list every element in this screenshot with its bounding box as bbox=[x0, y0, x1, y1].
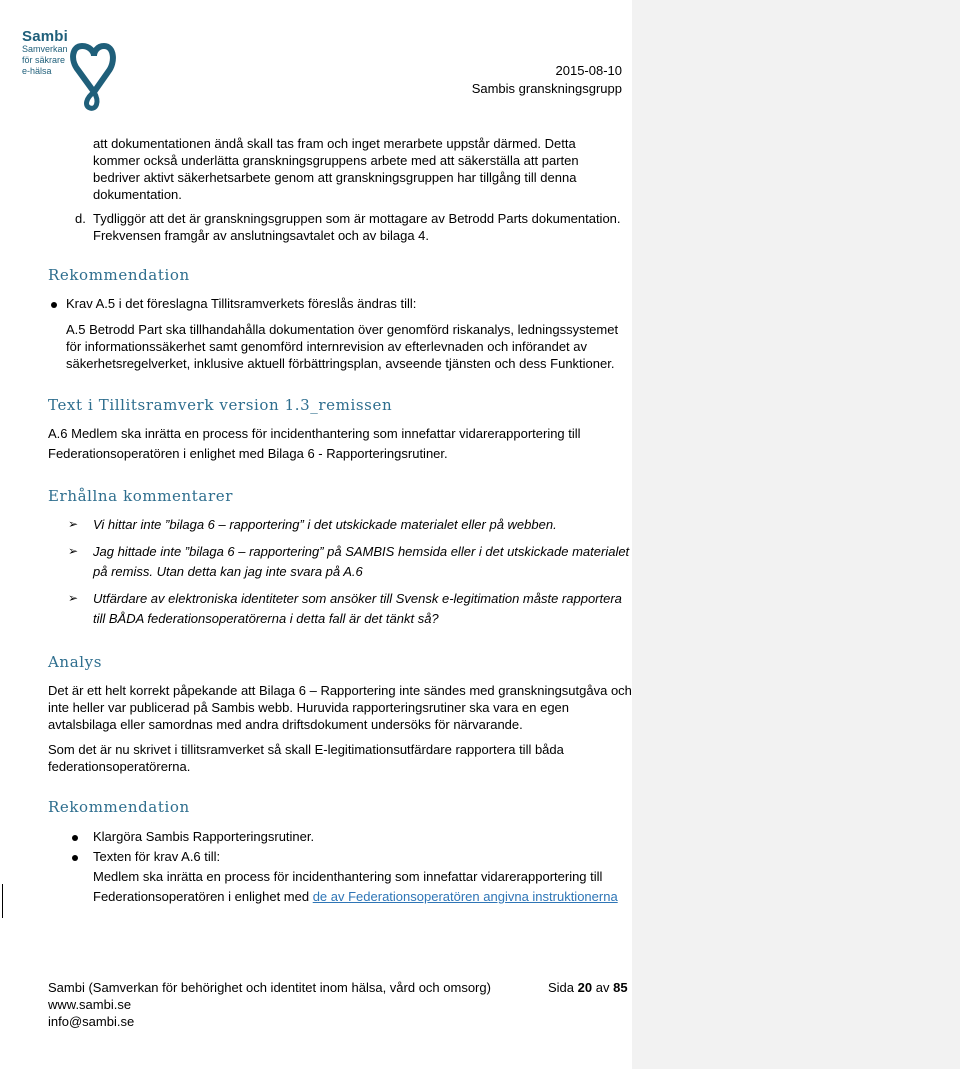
analys-p1-line: Det är ett helt korrekt påpekande att Bilaga 6 – Rapportering inte sändes med granskningsutgåva och bbox=[48, 683, 632, 698]
viewer-gutter bbox=[632, 0, 960, 1069]
page-total: 85 bbox=[613, 980, 628, 995]
page-header bbox=[472, 62, 622, 98]
rec1-body-line: för informationssäkerhet samt genomförd internrevision av efterlevnaden och införandet av bbox=[66, 339, 588, 354]
change-bar bbox=[2, 884, 3, 918]
arrow-bullet-icon: ➢ bbox=[68, 591, 79, 605]
text-section-line: A.6 Medlem ska inrätta en process för incidenthantering som innefattar vidarerapportering till bbox=[48, 426, 581, 441]
analys-p2-line: Som det är nu skrivet i tillitsramverket så skall E-legitimationsutfärdare rapportera till båda bbox=[48, 742, 564, 757]
comment-line: Utfärdare av elektroniska identiteter som ansöker till Svensk e-legitimation måste rapportera bbox=[93, 591, 622, 606]
comment-line: Vi hittar inte ”bilaga 6 – rapportering” i det utskickade materialet eller på webben. bbox=[93, 517, 557, 532]
page-label: Sida bbox=[548, 980, 575, 995]
section-heading-comments: Erhållna kommentarer bbox=[48, 487, 233, 505]
logo-line-1: Samverkan bbox=[22, 44, 68, 54]
section-heading-rekommendation: Rekommendation bbox=[48, 266, 190, 284]
page-number bbox=[548, 979, 628, 996]
rec2-line: Medlem ska inrätta en process för incidenthantering som innefattar vidarerapportering till bbox=[93, 869, 603, 884]
rec1-body-line: säkerhetsregelverket, inklusive aktuell förbättringsplan, avseende tjänsten och dess Funktioner. bbox=[66, 356, 615, 371]
item-d-line: Frekvensen framgår av anslutningsavtalet och av bilaga 4. bbox=[93, 228, 430, 243]
heart-logo-icon bbox=[70, 40, 118, 112]
bullet-icon bbox=[72, 835, 78, 841]
intro-line: bedriver aktivt säkerhetsarbete genom att granskningsgruppen har tillgång till denna bbox=[93, 170, 577, 185]
analys-p1-line: avtalsbilaga eller samordnas med andra driftsdokument undersöks för närvarande. bbox=[48, 717, 523, 732]
bullet-icon bbox=[51, 302, 57, 308]
logo-name: Sambi bbox=[22, 28, 69, 45]
intro-line: dokumentation. bbox=[93, 187, 182, 202]
sambi-logo bbox=[22, 28, 122, 114]
section-heading-analys: Analys bbox=[48, 653, 103, 671]
header-group: Sambis granskningsgrupp bbox=[471, 81, 622, 96]
page-current: 20 bbox=[577, 980, 593, 995]
footer-web-link[interactable]: www.sambi.se bbox=[48, 997, 132, 1012]
instructions-link[interactable]: de av Federationsoperatören angivna instruktionerna bbox=[312, 889, 618, 904]
item-d-line: Tydliggör att det är granskningsgruppen som är mottagare av Betrodd Parts dokumentation. bbox=[93, 211, 621, 226]
logo-line-2: för säkrare bbox=[22, 55, 66, 65]
text-section-line: Federationsoperatören i enlighet med Bilaga 6 - Rapporteringsrutiner. bbox=[48, 446, 448, 461]
comment-line: på remiss. Utan detta kan jag inte svara på A.6 bbox=[93, 564, 363, 579]
rec2-line-2-text: Federationsoperatören i enlighet med bbox=[93, 889, 313, 904]
footer-org: Sambi (Samverkan för behörighet och identitet inom hälsa, vård och omsorg) bbox=[48, 980, 491, 995]
rec2-line-2 bbox=[93, 888, 618, 906]
footer-email-link[interactable]: info@sambi.se bbox=[48, 1014, 135, 1029]
intro-line: att dokumentationen ändå skall tas fram och inget merarbete uppstår därmed. Detta bbox=[93, 136, 576, 151]
arrow-bullet-icon: ➢ bbox=[68, 544, 79, 558]
page-of: av bbox=[595, 980, 610, 995]
intro-line: kommer också underlätta granskningsgruppens arbete med att säkerställa att parten bbox=[93, 153, 579, 168]
section-heading-rekommendation: Rekommendation bbox=[48, 798, 190, 816]
analys-p2-line: federationsoperatörerna. bbox=[48, 759, 191, 774]
rec2-bullet: Klargöra Sambis Rapporteringsrutiner. bbox=[93, 829, 315, 844]
rec1-bullet: Krav A.5 i det föreslagna Tillitsramverkets föreslås ändras till: bbox=[66, 296, 417, 311]
bullet-icon bbox=[72, 855, 78, 861]
comment-line: Jag hittade inte ”bilaga 6 – rapportering” på SAMBIS hemsida eller i det utskickade materialet bbox=[93, 544, 630, 559]
header-date: 2015-08-10 bbox=[555, 63, 622, 78]
comment-line: till BÅDA federationsoperatörerna i detta fall är det tänkt så? bbox=[93, 611, 439, 626]
rec2-bullet: Texten för krav A.6 till: bbox=[93, 849, 221, 864]
rec1-body-line: A.5 Betrodd Part ska tillhandahålla dokumentation över genomförd riskanalys, ledningssystemet bbox=[66, 322, 619, 337]
analys-p1-line: inte heller var publicerad på Sambis webb. Huruvida rapporteringsrutiner ska vara en egen bbox=[48, 700, 570, 715]
list-marker-d: d. bbox=[75, 211, 86, 226]
section-heading-text: Text i Tillitsramverk version 1.3_remissen bbox=[48, 396, 393, 414]
logo-line-3: e-hälsa bbox=[22, 66, 52, 76]
arrow-bullet-icon: ➢ bbox=[68, 517, 79, 531]
